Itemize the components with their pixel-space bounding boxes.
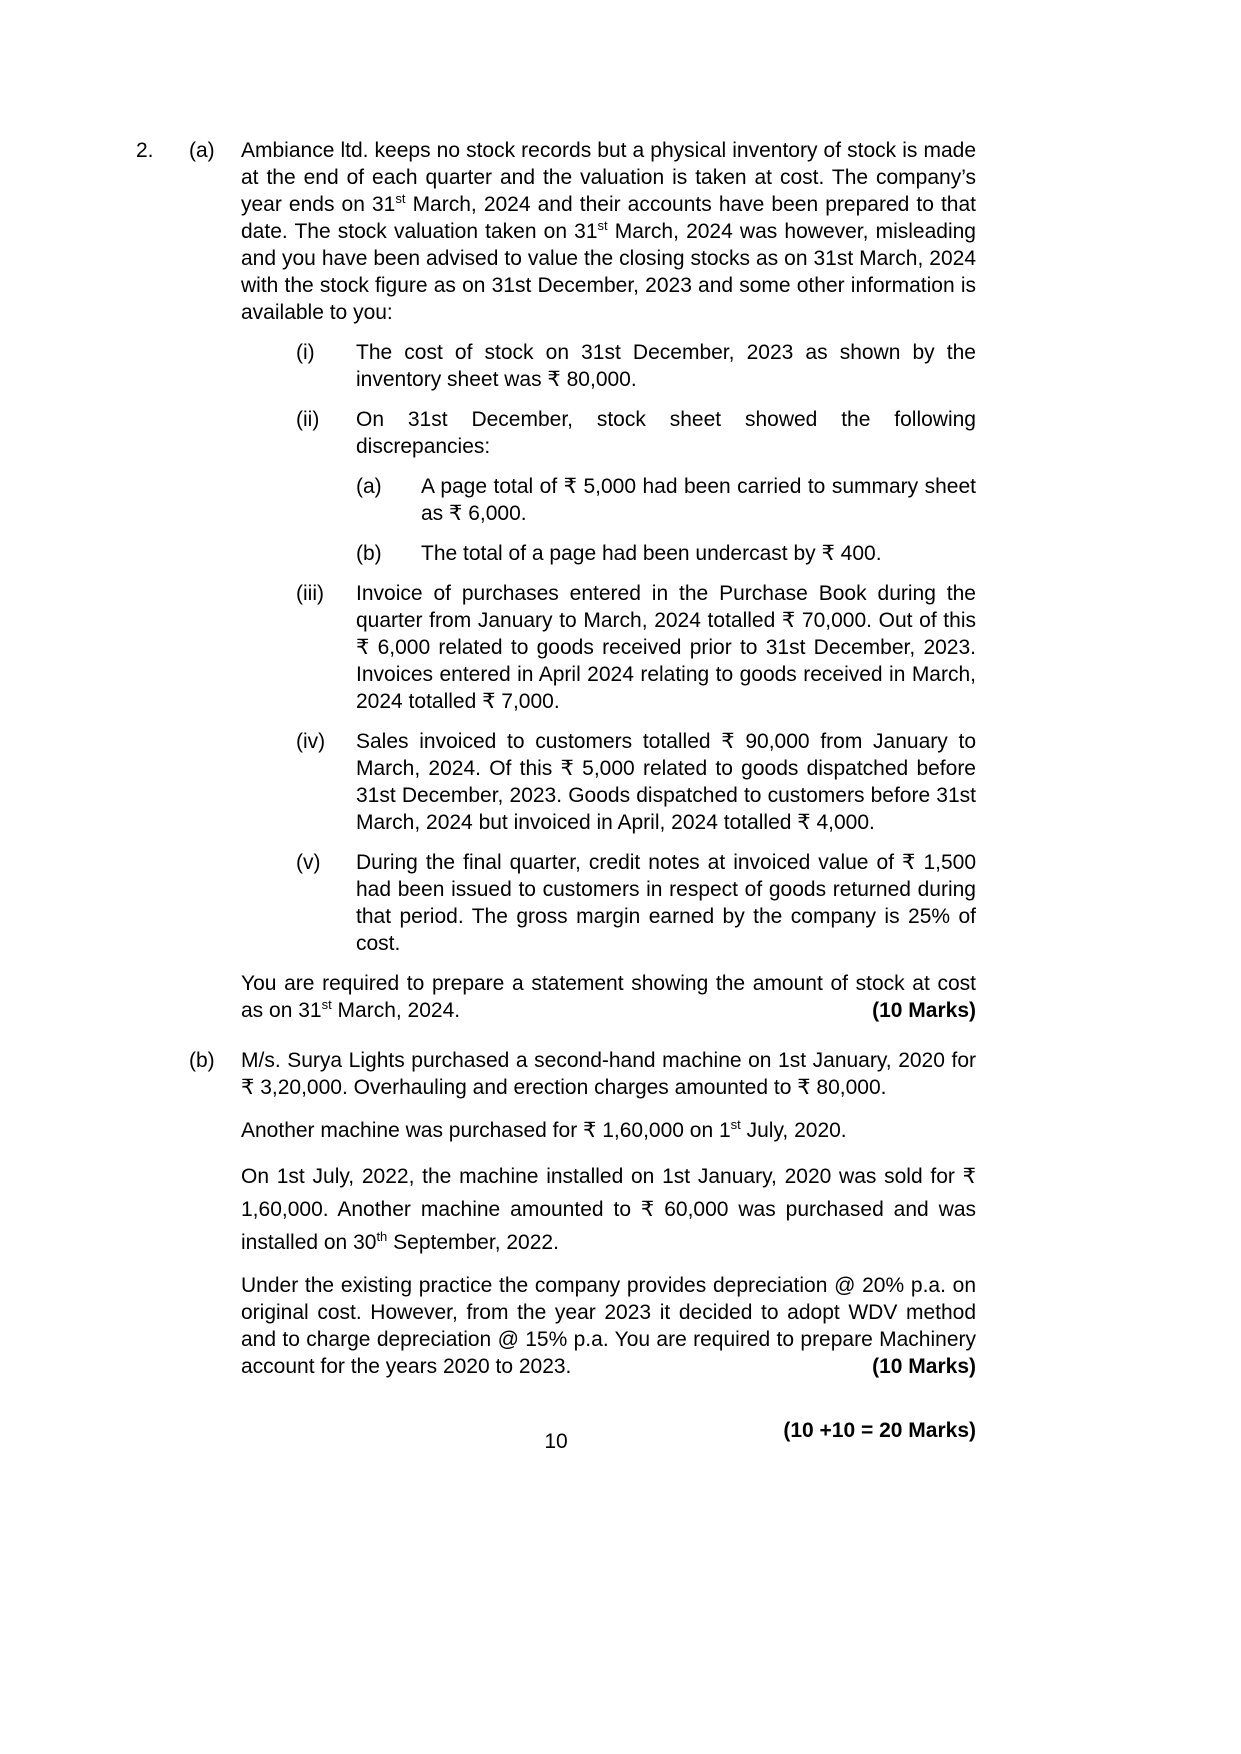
subitem-b-text: The total of a page had been undercast by ₹ 400. bbox=[421, 542, 882, 565]
part-b-marks: (10 Marks) bbox=[872, 1355, 976, 1378]
question-number: 2. bbox=[136, 139, 154, 162]
question-block bbox=[136, 137, 976, 1444]
subitem-b bbox=[356, 540, 976, 567]
item-v bbox=[296, 849, 976, 957]
item-iv bbox=[296, 728, 976, 836]
part-a-body bbox=[241, 137, 976, 1037]
part-a-requirement-text: You are required to prepare a statement showing the amount of stock at cost as on 31st March, 2024. bbox=[241, 972, 976, 1022]
subitem-a-label: (a) bbox=[356, 475, 382, 498]
subitem-a-text: A page total of ₹ 5,000 had been carried to summary sheet as ₹ 6,000. bbox=[421, 475, 976, 525]
part-a-label: (a) bbox=[189, 139, 215, 162]
item-v-text: During the final quarter, credit notes at invoiced value of ₹ 1,500 had been issued to customers in respect of goods returned during that period. The gross margin earned by the company is 25% of cost. bbox=[356, 851, 976, 955]
question-2 bbox=[136, 137, 976, 1444]
part-b-paragraph-4 bbox=[241, 1272, 976, 1380]
item-ii-text: On 31st December, stock sheet showed the following discrepancies: bbox=[356, 408, 976, 458]
item-iv-text: Sales invoiced to customers totalled ₹ 90,000 from January to March, 2024. Of this ₹ 5,000 related to goods dispatched before 31st December, 2023. Goods dispatched to customers before 31st March, 2024 but invoiced in April, 2024 totalled ₹ 4,000. bbox=[356, 730, 976, 834]
item-i bbox=[296, 339, 976, 393]
subitem-b-label: (b) bbox=[356, 542, 382, 565]
part-b-body bbox=[241, 1047, 976, 1393]
item-iii-text: Invoice of purchases entered in the Purchase Book during the quarter from January to March, 2024 totalled ₹ 70,000. Out of this ₹ 6,000 related to goods received prior to 31st December, 2023. Invoices entered in April 2024 relating to goods received in March, 2024 totalled ₹ 7,000. bbox=[356, 582, 976, 713]
item-ii bbox=[296, 406, 976, 567]
item-iii-label: (iii) bbox=[296, 582, 324, 605]
part-b bbox=[189, 1047, 976, 1393]
part-b-paragraph-3: On 1st July, 2022, the machine installed on 1st January, 2020 was sold for ₹ 1,60,000. Another machine amounted to ₹ 60,000 was purchased and was installed on 30th September, 2022. bbox=[241, 1165, 976, 1254]
item-i-label: (i) bbox=[296, 341, 315, 364]
part-a-marks: (10 Marks) bbox=[872, 999, 976, 1022]
part-b-paragraph-1: M/s. Surya Lights purchased a second-hand machine on 1st January, 2020 for ₹ 3,20,000. Overhauling and erection charges amounted to ₹ 80,000. bbox=[241, 1049, 976, 1099]
page-number: 10 bbox=[544, 1430, 568, 1453]
question-body bbox=[189, 137, 976, 1444]
item-iii bbox=[296, 580, 976, 715]
item-i-text: The cost of stock on 31st December, 2023 as shown by the inventory sheet was ₹ 80,000. bbox=[356, 341, 976, 391]
subitem-a bbox=[356, 473, 976, 527]
part-a bbox=[189, 137, 976, 1037]
item-v-label: (v) bbox=[296, 851, 321, 874]
part-b-requirement-text: Under the existing practice the company provides depreciation @ 20% p.a. on original cost. However, from the year 2023 it decided to adopt WDV method and to charge depreciation @ 15% p.a. You are required to prepare Machinery account for the years 2020 to 2023. bbox=[241, 1274, 976, 1378]
total-marks: (10 +10 = 20 Marks) bbox=[783, 1419, 976, 1442]
part-b-label: (b) bbox=[189, 1049, 215, 1072]
part-b-paragraph-2: Another machine was purchased for ₹ 1,60,000 on 1st July, 2020. bbox=[241, 1117, 847, 1142]
part-a-requirement bbox=[241, 970, 976, 1024]
item-iv-label: (iv) bbox=[296, 730, 326, 753]
item-ii-body bbox=[356, 406, 976, 567]
part-a-intro: Ambiance ltd. keeps no stock records but a physical inventory of stock is made at the end of each quarter and the valuation is taken at cost. The company’s year ends on 31st March, 2024 and their accounts have been prepared to that date. The stock valuation taken on 31st March, 2024 was however, misleading and you have been advised to value the closing stocks as on 31st March, 2024 with the stock figure as on 31st December, 2023 and some other information is available to you: bbox=[241, 139, 976, 324]
item-ii-label: (ii) bbox=[296, 408, 320, 431]
